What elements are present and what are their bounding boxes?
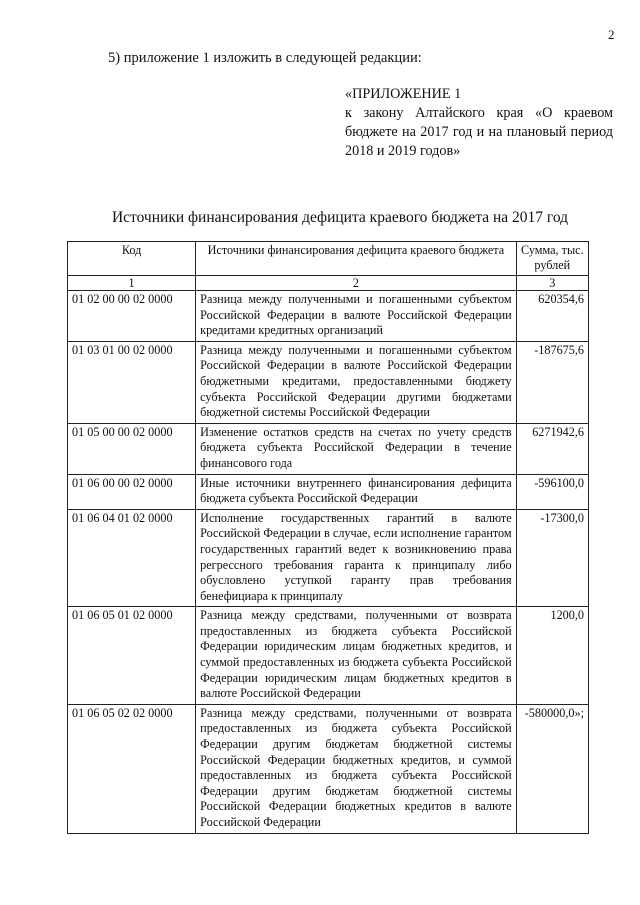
column-number: 3 [516, 276, 588, 291]
page-number: 2 [608, 27, 615, 42]
table-header-row [68, 242, 589, 276]
table-row [68, 509, 589, 607]
row-sum: -596100,0 [516, 474, 588, 509]
row-sum: -17300,0 [516, 509, 588, 607]
row-name: Исполнение государственных гарантий в валюте Российской Федерации в случае, если исполнение гарантом государственных гарантий ведет к возникновению права регрессного требования гаранта к принципалу либо обусловлено уступкой гаранту прав требования бенефициара к принципалу [196, 509, 516, 607]
row-name: Разница между средствами, полученными от возврата предоставленных из бюджета субъекта Российской Федерации другим бюджетам бюджетной системы Российской Федерации бюджетных кредитов, и суммой предоставленных из бюджета субъекта Российской Федерации другим бюджетам бюджетной системы Российской Федерации бюджетных кредитов в валюте Российской Федерации [196, 704, 516, 833]
header-sum: Сумма, тыс. рублей [516, 242, 588, 276]
row-code: 01 06 00 00 02 0000 [68, 474, 196, 509]
row-name: Разница между полученными и погашенными субъектом Российской Федерации в валюте Российской Федерации бюджетными кредитами, предоставленными бюджету субъекта Российской Федерации другими бюджетами бюджетной системы Российской Федерации [196, 341, 516, 423]
table-row [68, 704, 589, 833]
table-row [68, 291, 589, 342]
row-sum: 620354,6 [516, 291, 588, 342]
column-number: 2 [196, 276, 516, 291]
row-name: Разница между средствами, полученными от возврата предоставленных из бюджета субъекта Российской Федерации юридическим лицам бюджетных кредитов, и суммой предоставленных из бюджета субъекта Российской Федерации юридическим лицам бюджетных кредитов в валюте Российской Федерации [196, 607, 516, 705]
row-sum: -187675,6 [516, 341, 588, 423]
row-code: 01 06 05 02 02 0000 [68, 704, 196, 833]
table-title: Источники финансирования дефицита краевого бюджета на 2017 год [111, 209, 569, 226]
table-row [68, 341, 589, 423]
table-row [68, 423, 589, 474]
row-code: 01 03 01 00 02 0000 [68, 341, 196, 423]
header-code: Код [68, 242, 196, 276]
row-sum: 6271942,6 [516, 423, 588, 474]
row-code: 01 02 00 00 02 0000 [68, 291, 196, 342]
appendix-title: «ПРИЛОЖЕНИЕ 1 [345, 86, 462, 102]
row-code: 01 06 05 01 02 0000 [68, 607, 196, 705]
row-sum: -580000,0»; [516, 704, 588, 833]
row-name: Иные источники внутреннего финансирования дефицита бюджета субъекта Российской Федерации [196, 474, 516, 509]
header-name: Источники финансирования дефицита краевого бюджета [196, 242, 516, 276]
intro-text: 5) приложение 1 изложить в следующей редакции: [108, 50, 422, 66]
row-code: 01 06 04 01 02 0000 [68, 509, 196, 607]
row-code: 01 05 00 00 02 0000 [68, 423, 196, 474]
financing-sources-table [67, 241, 589, 834]
table-row [68, 607, 589, 705]
row-name: Изменение остатков средств на счетах по учету средств бюджета субъекта Российской Федерации в течение финансового года [196, 423, 516, 474]
table-row [68, 474, 589, 509]
appendix-block [345, 85, 613, 161]
column-number: 1 [68, 276, 196, 291]
row-sum: 1200,0 [516, 607, 588, 705]
appendix-text: к закону Алтайского края «О краевом бюджете на 2017 год и на плановый период 2018 и 2019 годов» [345, 105, 613, 159]
column-number-row [68, 276, 589, 291]
row-name: Разница между полученными и погашенными субъектом Российской Федерации в валюте Российской Федерации кредитами кредитных организаций [196, 291, 516, 342]
